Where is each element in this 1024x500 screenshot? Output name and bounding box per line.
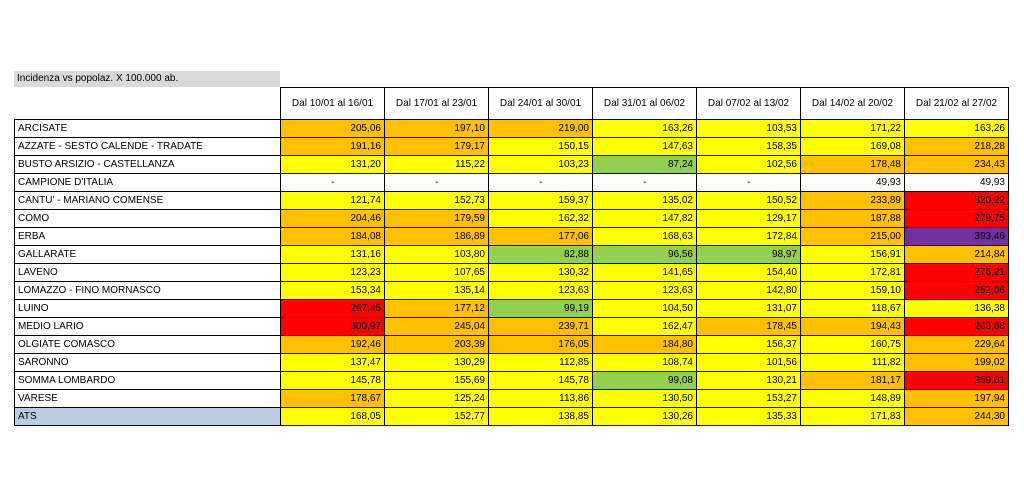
- table-row: [15, 408, 1009, 426]
- value-cell: 263,68: [905, 318, 1009, 336]
- value-cell: 239,71: [489, 318, 593, 336]
- value-cell: 123,63: [489, 282, 593, 300]
- value-cell: 130,32: [489, 264, 593, 282]
- value-cell: 123,23: [281, 264, 385, 282]
- column-header: Dal 14/02 al 20/02: [801, 88, 905, 120]
- value-cell: 171,83: [801, 408, 905, 426]
- value-cell: 96,56: [593, 246, 697, 264]
- value-cell: -: [385, 174, 489, 192]
- value-cell: 320,22: [905, 192, 1009, 210]
- value-cell: 141,65: [593, 264, 697, 282]
- value-cell: 153,34: [281, 282, 385, 300]
- row-label: AZZATE - SESTO CALENDE - TRADATE: [15, 138, 281, 156]
- value-cell: 171,22: [801, 120, 905, 138]
- value-cell: 229,64: [905, 336, 1009, 354]
- value-cell: 129,17: [697, 210, 801, 228]
- value-cell: 215,00: [801, 228, 905, 246]
- table-row: [15, 156, 1009, 174]
- row-label: ARCISATE: [15, 120, 281, 138]
- value-cell: 204,46: [281, 210, 385, 228]
- table-title: Incidenza vs popolaz. X 100.000 ab.: [14, 71, 280, 87]
- value-cell: 160,75: [801, 336, 905, 354]
- value-cell: 172,81: [801, 264, 905, 282]
- value-cell: 233,89: [801, 192, 905, 210]
- value-cell: 245,04: [385, 318, 489, 336]
- row-label: VARESE: [15, 390, 281, 408]
- value-cell: 177,06: [489, 228, 593, 246]
- value-cell: 159,10: [801, 282, 905, 300]
- value-cell: 178,48: [801, 156, 905, 174]
- value-cell: 147,82: [593, 210, 697, 228]
- value-cell: -: [593, 174, 697, 192]
- value-cell: 154,40: [697, 264, 801, 282]
- table-row: [15, 372, 1009, 390]
- value-cell: 259,01: [905, 372, 1009, 390]
- value-cell: 103,23: [489, 156, 593, 174]
- value-cell: 169,08: [801, 138, 905, 156]
- value-cell: 153,27: [697, 390, 801, 408]
- value-cell: 123,63: [593, 282, 697, 300]
- value-cell: 49,93: [801, 174, 905, 192]
- value-cell: 152,77: [385, 408, 489, 426]
- value-cell: 393,46: [905, 228, 1009, 246]
- row-label: LAVENO: [15, 264, 281, 282]
- value-cell: 112,85: [489, 354, 593, 372]
- value-cell: 150,52: [697, 192, 801, 210]
- row-label: ATS: [15, 408, 281, 426]
- value-cell: 176,05: [489, 336, 593, 354]
- value-cell: 267,45: [281, 300, 385, 318]
- value-cell: 142,80: [697, 282, 801, 300]
- value-cell: 192,46: [281, 336, 385, 354]
- value-cell: 98,97: [697, 246, 801, 264]
- value-cell: 135,14: [385, 282, 489, 300]
- table-row: [15, 246, 1009, 264]
- table-row: [15, 300, 1009, 318]
- value-cell: 108,74: [593, 354, 697, 372]
- value-cell: 194,43: [801, 318, 905, 336]
- value-cell: 159,37: [489, 192, 593, 210]
- value-cell: 101,56: [697, 354, 801, 372]
- value-cell: 103,53: [697, 120, 801, 138]
- value-cell: 135,02: [593, 192, 697, 210]
- value-cell: 252,06: [905, 282, 1009, 300]
- value-cell: 102,56: [697, 156, 801, 174]
- value-cell: 131,07: [697, 300, 801, 318]
- value-cell: 276,21: [905, 264, 1009, 282]
- table-row: [15, 318, 1009, 336]
- table-row: [15, 354, 1009, 372]
- value-cell: 163,26: [905, 120, 1009, 138]
- value-cell: 197,94: [905, 390, 1009, 408]
- incidence-table: [14, 87, 1009, 426]
- table-row: [15, 282, 1009, 300]
- column-header: Dal 31/01 al 06/02: [593, 88, 697, 120]
- value-cell: 130,50: [593, 390, 697, 408]
- value-cell: 162,32: [489, 210, 593, 228]
- table-row: [15, 120, 1009, 138]
- value-cell: 148,89: [801, 390, 905, 408]
- value-cell: 113,86: [489, 390, 593, 408]
- value-cell: 137,47: [281, 354, 385, 372]
- value-cell: 181,17: [801, 372, 905, 390]
- value-cell: 184,80: [593, 336, 697, 354]
- value-cell: 125,24: [385, 390, 489, 408]
- value-cell: 99,19: [489, 300, 593, 318]
- value-cell: 197,10: [385, 120, 489, 138]
- value-cell: 163,26: [593, 120, 697, 138]
- value-cell: 138,85: [489, 408, 593, 426]
- value-cell: 155,69: [385, 372, 489, 390]
- header-row: [15, 88, 1009, 120]
- value-cell: 219,00: [489, 120, 593, 138]
- value-cell: 130,29: [385, 354, 489, 372]
- value-cell: 104,50: [593, 300, 697, 318]
- value-cell: 49,93: [905, 174, 1009, 192]
- value-cell: 178,45: [697, 318, 801, 336]
- value-cell: 218,28: [905, 138, 1009, 156]
- value-cell: 118,67: [801, 300, 905, 318]
- value-cell: 103,80: [385, 246, 489, 264]
- row-label: LOMAZZO - FINO MORNASCO: [15, 282, 281, 300]
- value-cell: 244,30: [905, 408, 1009, 426]
- row-label: ERBA: [15, 228, 281, 246]
- value-cell: 131,20: [281, 156, 385, 174]
- row-label: CANTU' - MARIANO COMENSE: [15, 192, 281, 210]
- value-cell: 179,59: [385, 210, 489, 228]
- value-cell: -: [489, 174, 593, 192]
- row-label: LUINO: [15, 300, 281, 318]
- value-cell: 111,82: [801, 354, 905, 372]
- value-cell: 156,91: [801, 246, 905, 264]
- value-cell: 131,16: [281, 246, 385, 264]
- value-cell: 107,65: [385, 264, 489, 282]
- value-cell: 168,63: [593, 228, 697, 246]
- value-cell: 87,24: [593, 156, 697, 174]
- value-cell: 234,43: [905, 156, 1009, 174]
- corner-cell: [15, 88, 281, 120]
- value-cell: 145,78: [489, 372, 593, 390]
- value-cell: 177,12: [385, 300, 489, 318]
- table-row: [15, 210, 1009, 228]
- row-label: MEDIO LARIO: [15, 318, 281, 336]
- value-cell: 214,84: [905, 246, 1009, 264]
- value-cell: 121,74: [281, 192, 385, 210]
- value-cell: 130,26: [593, 408, 697, 426]
- value-cell: 82,88: [489, 246, 593, 264]
- table-row: [15, 138, 1009, 156]
- row-label: CAMPIONE D'ITALIA: [15, 174, 281, 192]
- value-cell: 136,38: [905, 300, 1009, 318]
- value-cell: 203,39: [385, 336, 489, 354]
- value-cell: 162,47: [593, 318, 697, 336]
- row-label: SOMMA LOMBARDO: [15, 372, 281, 390]
- value-cell: 156,37: [697, 336, 801, 354]
- table-row: [15, 174, 1009, 192]
- value-cell: 179,17: [385, 138, 489, 156]
- row-label: OLGIATE COMASCO: [15, 336, 281, 354]
- value-cell: 191,16: [281, 138, 385, 156]
- table-row: [15, 228, 1009, 246]
- table-row: [15, 264, 1009, 282]
- column-header: Dal 10/01 al 16/01: [281, 88, 385, 120]
- value-cell: 158,35: [697, 138, 801, 156]
- value-cell: 186,89: [385, 228, 489, 246]
- value-cell: 279,75: [905, 210, 1009, 228]
- value-cell: 184,08: [281, 228, 385, 246]
- value-cell: -: [697, 174, 801, 192]
- value-cell: 152,73: [385, 192, 489, 210]
- column-header: Dal 17/01 al 23/01: [385, 88, 489, 120]
- table-row: [15, 192, 1009, 210]
- value-cell: 147,63: [593, 138, 697, 156]
- value-cell: 199,02: [905, 354, 1009, 372]
- column-header: Dal 21/02 al 27/02: [905, 88, 1009, 120]
- column-header: Dal 07/02 al 13/02: [697, 88, 801, 120]
- value-cell: 135,33: [697, 408, 801, 426]
- value-cell: 150,15: [489, 138, 593, 156]
- value-cell: 187,88: [801, 210, 905, 228]
- table-row: [15, 390, 1009, 408]
- value-cell: 115,22: [385, 156, 489, 174]
- row-label: GALLARATE: [15, 246, 281, 264]
- value-cell: 178,67: [281, 390, 385, 408]
- row-label: SARONNO: [15, 354, 281, 372]
- value-cell: 172,84: [697, 228, 801, 246]
- table-row: [15, 336, 1009, 354]
- value-cell: 205,06: [281, 120, 385, 138]
- value-cell: -: [281, 174, 385, 192]
- value-cell: 300,97: [281, 318, 385, 336]
- row-label: BUSTO ARSIZIO - CASTELLANZA: [15, 156, 281, 174]
- value-cell: 145,78: [281, 372, 385, 390]
- row-label: COMO: [15, 210, 281, 228]
- value-cell: 130,21: [697, 372, 801, 390]
- value-cell: 168,05: [281, 408, 385, 426]
- value-cell: 99,08: [593, 372, 697, 390]
- table-body: [15, 120, 1009, 426]
- column-header: Dal 24/01 al 30/01: [489, 88, 593, 120]
